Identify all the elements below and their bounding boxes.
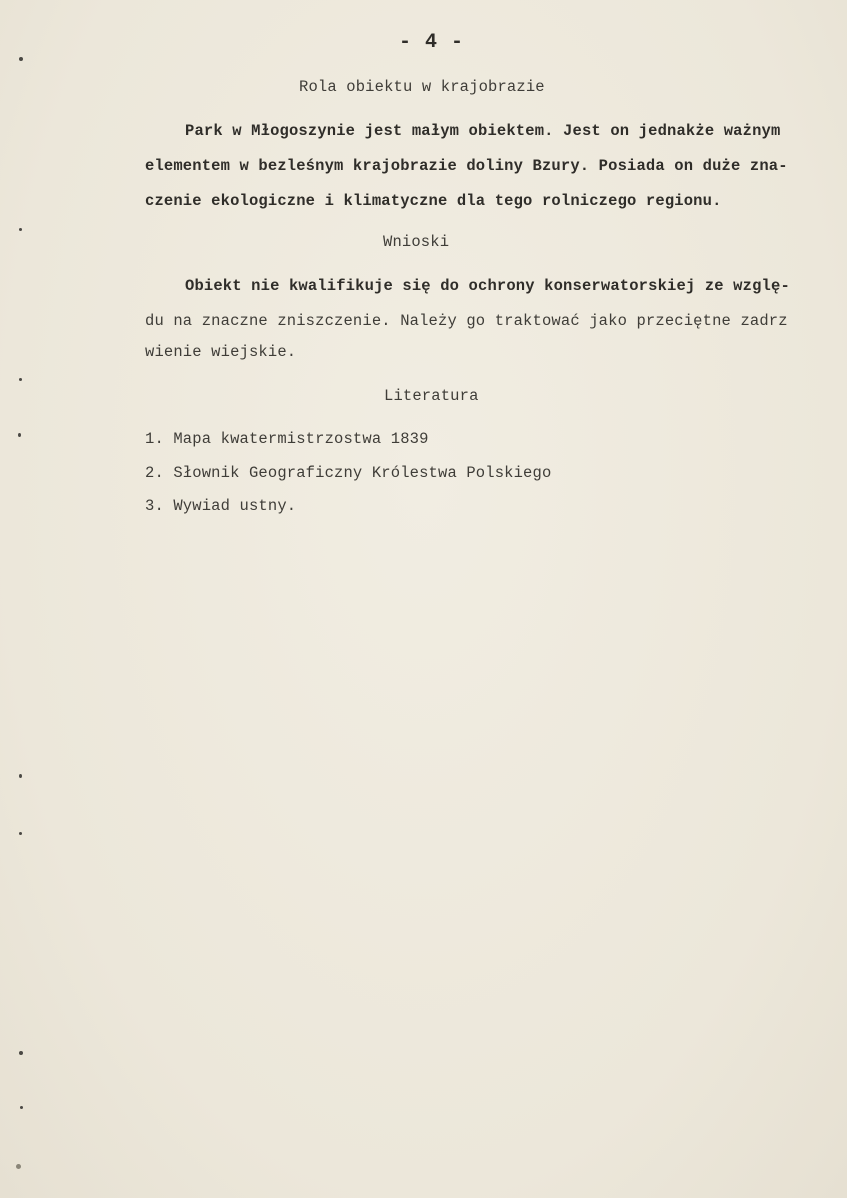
scan-speck [20,1106,23,1109]
paragraph-line: wienie wiejskie. [145,343,297,361]
scan-speck [19,1051,23,1055]
section-heading-conclusions: Wnioski [383,233,450,251]
paragraph-line: Obiekt nie kwalifikuje się do ochrony konserwatorskiej ze wzglę- [185,277,790,295]
list-item: 3. Wywiad ustny. [145,497,297,515]
scan-speck [19,378,22,381]
section-heading-role: Rola obiektu w krajobrazie [299,78,545,96]
list-item: 1. Mapa kwatermistrzostwa 1839 [145,430,429,448]
paragraph-line: du na znaczne zniszczenie. Należy go traktować jako przeciętne zadrz [145,312,788,330]
paragraph-line: czenie ekologiczne i klimatyczne dla tego rolniczego regionu. [145,192,722,210]
scan-speck [19,228,22,231]
paragraph-line: elementem w bezleśnym krajobrazie doliny Bzury. Posiada on duże zna- [145,157,788,175]
scan-speck [19,57,23,61]
scan-speck [19,832,22,835]
section-heading-literature: Literatura [384,387,479,405]
scan-speck [18,433,21,437]
scan-speck [19,774,22,778]
scan-speck [16,1164,21,1169]
paragraph-line: Park w Mɫogoszynie jest maɫym obiektem. Jest on jednakże ważnym [185,122,781,140]
page-number: - 4 - [399,31,465,54]
list-item: 2. Słownik Geograficzny Królestwa Polskiego [145,464,552,482]
